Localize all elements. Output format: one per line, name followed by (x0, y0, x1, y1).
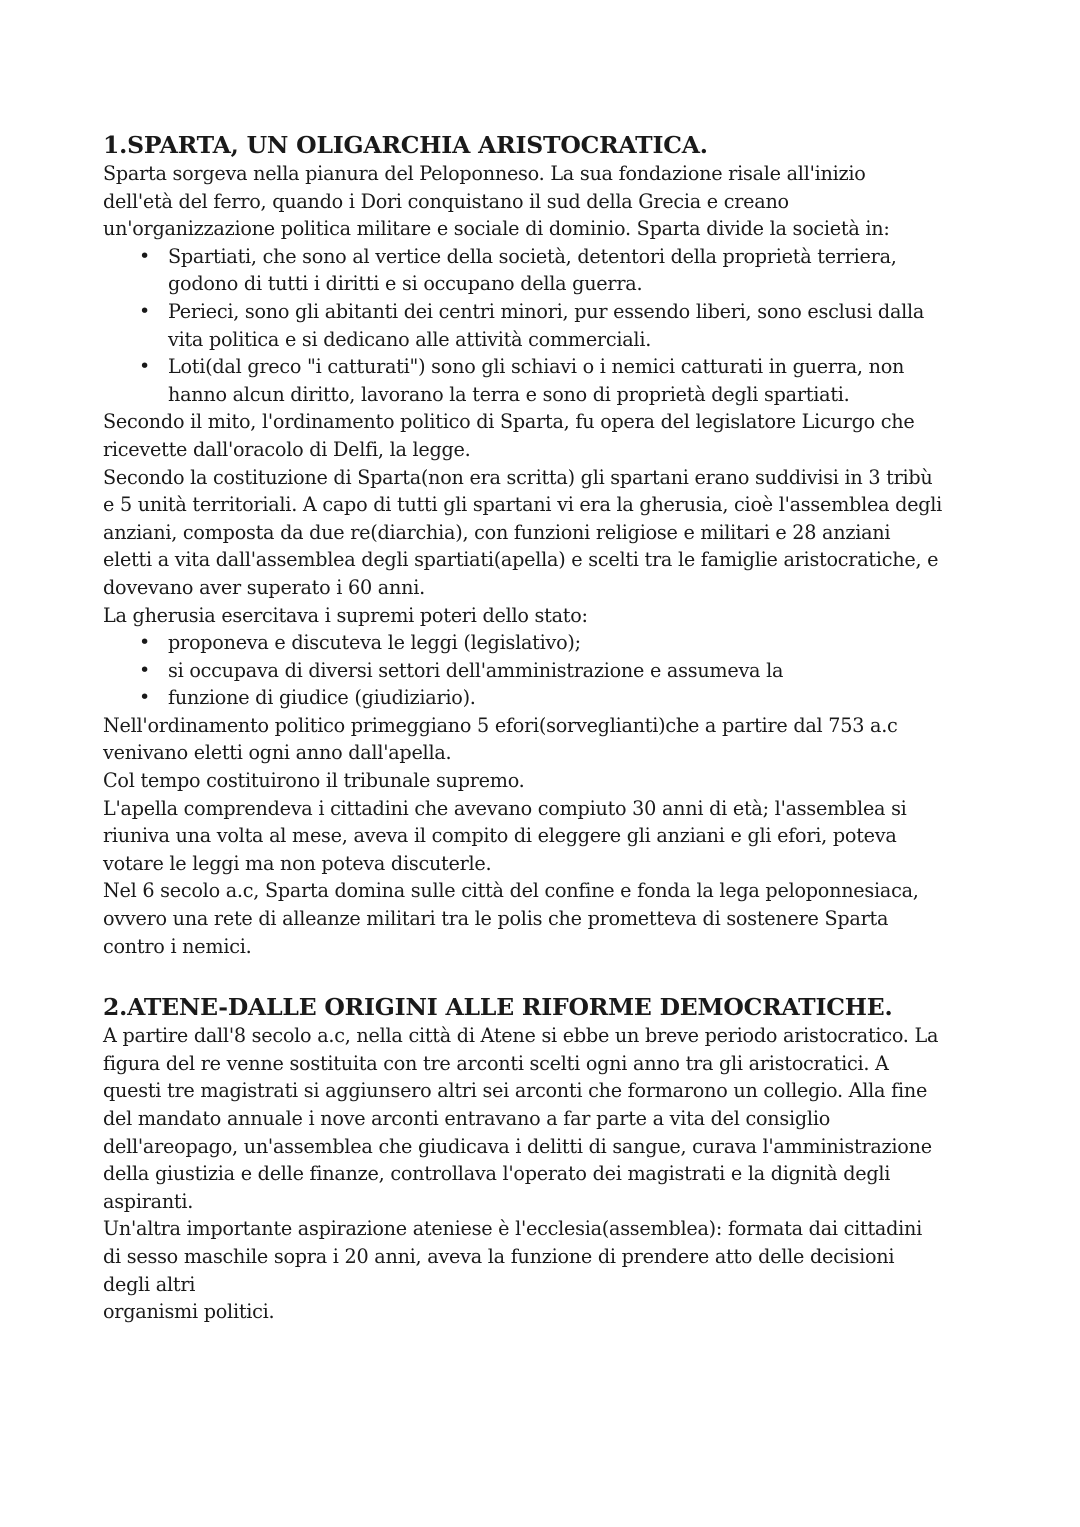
bullet-icon: • (139, 355, 151, 378)
bullet-icon: • (139, 658, 151, 681)
paragraph-line: ovvero una rete di alleanze militari tra le polis che prometteva di sostenere Sparta (103, 907, 889, 931)
list-item (103, 243, 983, 298)
paragraph-line: Secondo il mito, l'ordinamento politico di Sparta, fu opera del legislatore Licurgo che (103, 410, 915, 434)
list-item-line: proponeva e discuteva le leggi (legislativo); (168, 631, 581, 655)
list-item (103, 353, 983, 408)
paragraph-line: Col tempo costituirono il tribunale supremo. (103, 769, 525, 793)
section-2-title: 2.ATENE-DALLE ORIGINI ALLE RIFORME DEMOCRATICHE. (103, 993, 893, 1022)
list-item-line: hanno alcun diritto, lavorano la terra e sono di proprietà degli spartiati. (168, 382, 850, 406)
bullet-icon: • (139, 686, 151, 709)
list-item-line: si occupava di diversi settori dell'amministrazione e assumeva la (168, 658, 784, 682)
gherusia-powers-list (103, 629, 983, 712)
paragraph-line: L'apella comprendeva i cittadini che avevano compiuto 30 anni di età; l'assemblea si (103, 796, 907, 820)
paragraph-line: organismi politici. (103, 1300, 275, 1324)
paragraph-line: votare le leggi ma non poteva discuterle. (103, 851, 492, 875)
bullet-icon: • (139, 244, 151, 267)
paragraph-line: riuniva una volta al mese, aveva il compito di eleggere gli anziani e gli efori, poteva (103, 824, 897, 848)
paragraph-line: del mandato annuale i nove arconti entravano a far parte a vita del consiglio (103, 1107, 831, 1130)
paragraph-line: Un'altra importante aspirazione ateniese è l'ecclesia(assemblea): formata dai cittadini (103, 1217, 923, 1241)
paragraph-line: contro i nemici. (103, 934, 252, 958)
list-item-line: Spartiati, che sono al vertice della società, detentori della proprietà terriera, (168, 244, 897, 268)
paragraph-line: e 5 unità territoriali. A capo di tutti gli spartani vi era la gherusia, cioè l'assemblea degli (103, 493, 943, 517)
paragraph-line: A partire dall'8 secolo a.c, nella città di Atene si ebbe un breve periodo aristocratico. La (103, 1024, 939, 1048)
paragraph-line: aspiranti. (103, 1189, 194, 1213)
paragraph-line: Nel 6 secolo a.c, Sparta domina sulle città del confine e fonda la lega peloponnesiaca, (103, 879, 919, 903)
section-spacer (103, 960, 983, 992)
list-item (103, 657, 983, 685)
paragraph-line: venivano eletti ogni anno dall'apella. (103, 741, 452, 765)
paragraph-line: La gherusia esercitava i supremi poteri dello stato: (103, 603, 588, 627)
paragraph-line: anziani, composta da due re(diarchia), con funzioni religiose e militari e 28 anziani (103, 520, 891, 544)
paragraph-line: Sparta sorgeva nella pianura del Peloponneso. La sua fondazione risale all'inizio (103, 162, 866, 185)
paragraph-line: degli altri (103, 1272, 196, 1296)
list-item (103, 684, 983, 712)
paragraph-line: dell'areopago, un'assemblea che giudicava i delitti di sangue, curava l'amministrazione (103, 1134, 932, 1158)
document-page (103, 130, 983, 1326)
paragraph-line: dell'età del ferro, quando i Dori conquistano il sud della Grecia e creano (103, 189, 789, 213)
paragraph-line: figura del re venne sostituita con tre arconti scelti ogni anno tra gli aristocratici. A (103, 1051, 889, 1075)
paragraph-line: di sesso maschile sopra i 20 anni, aveva la funzione di prendere atto delle decisioni (103, 1244, 895, 1268)
paragraph-line: della giustizia e delle finanze, controllava l'operato dei magistrati e la dignità degli (103, 1162, 891, 1186)
list-item (103, 629, 983, 657)
paragraph-line: un'organizzazione politica militare e sociale di dominio. Sparta divide la società in: (103, 217, 890, 241)
paragraph-line: Secondo la costituzione di Sparta(non era scritta) gli spartani erano suddivisi in 3 tribù (103, 465, 933, 489)
bullet-icon: • (139, 631, 151, 654)
list-item-line: funzione di giudice (giudiziario). (168, 686, 476, 710)
list-item (103, 298, 983, 353)
paragraph-line: eletti a vita dall'assemblea degli spartiati(apella) e scelti tra le famiglie aristocratiche, e (103, 548, 939, 572)
paragraph-line: questi tre magistrati si aggiunsero altri sei arconti che formarono un collegio. Alla fine (103, 1079, 928, 1103)
social-classes-list (103, 243, 983, 409)
list-item-line: Loti(dal greco "i catturati") sono gli schiavi o i nemici catturati in guerra, non (168, 355, 905, 379)
list-item-line: godono di tutti i diritti e si occupano della guerra. (168, 272, 643, 296)
list-item-line: Perieci, sono gli abitanti dei centri minori, pur essendo liberi, sono esclusi dalla (168, 299, 925, 323)
paragraph-line: Nell'ordinamento politico primeggiano 5 efori(sorveglianti)che a partire dal 753 a.c (103, 713, 898, 737)
bullet-icon: • (139, 299, 151, 322)
list-item-line: vita politica e si dedicano alle attività commerciali. (168, 327, 652, 351)
paragraph-line: dovevano aver superato i 60 anni. (103, 575, 425, 599)
section-1-title: 1.SPARTA, UN OLIGARCHIA ARISTOCRATICA. (103, 131, 708, 159)
paragraph-line: ricevette dall'oracolo di Delfi, la legge. (103, 437, 471, 461)
